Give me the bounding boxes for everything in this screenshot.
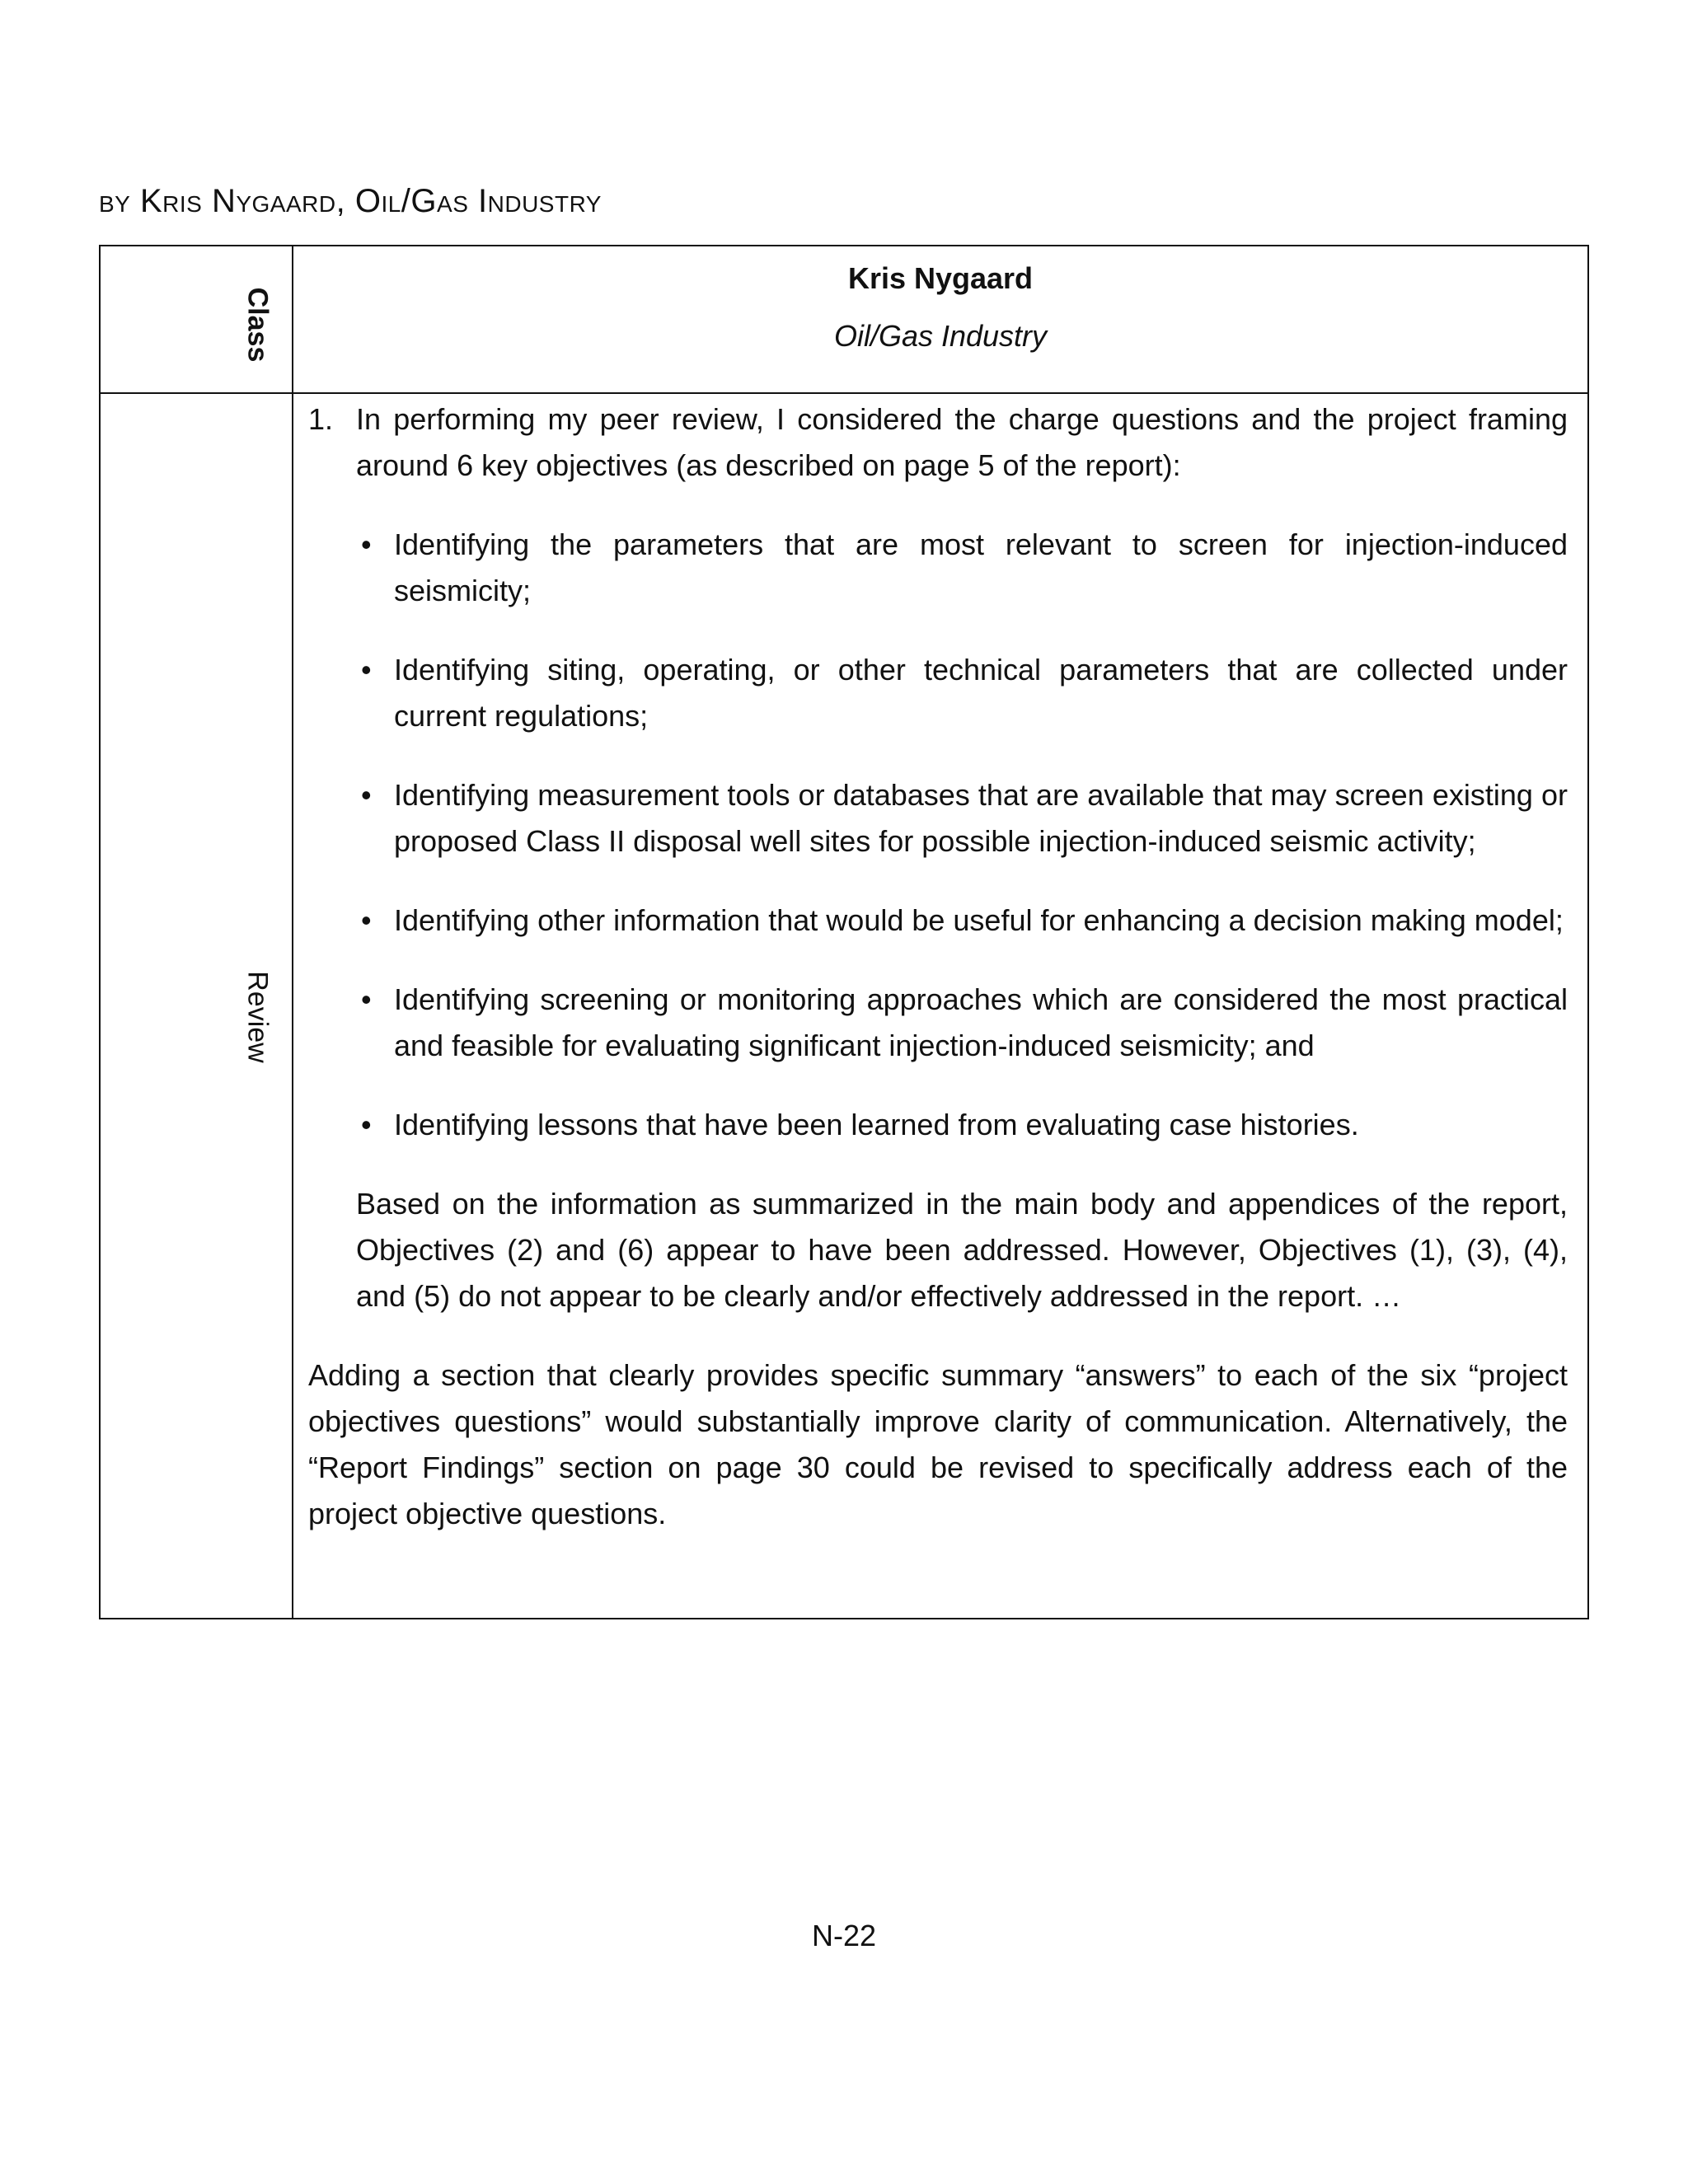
heading-i: I (478, 183, 488, 219)
review-body (308, 395, 1568, 1537)
objective-item: • Identifying other information that would be useful for enhancing a decision making model; (308, 898, 1568, 944)
heading-ris: ris (162, 183, 212, 219)
row-divider (101, 392, 1587, 394)
review-item-1 (308, 396, 1568, 489)
heading-as: as (437, 183, 479, 219)
objective-item: • Identifying screening or monitoring approaches which are considered the most practical and feasible for evaluating significant injection-induced seismicity; and (308, 977, 1568, 1069)
summary-paragraph: Based on the information as summarized in the main body and appendices of the report, Objectives (2) and (6) appear to have been addressed. However, Objectives (1), (3), (4), and (5) do not appear to be clearly and/or effectively addressed in the report. … (356, 1187, 1568, 1313)
heading-g: G (410, 183, 438, 219)
item-number: 1. (308, 402, 334, 436)
heading-o: O (354, 183, 382, 219)
heading-k: K (139, 183, 163, 219)
heading-n: N (211, 183, 237, 219)
column-divider (292, 246, 293, 1618)
heading-il: il/ (381, 183, 411, 219)
heading-by: by (99, 183, 140, 219)
objective-item: • Identifying siting, operating, or other technical parameters that are collected under current regulations; (308, 647, 1568, 739)
objective-item: • Identifying the parameters that are most relevant to screen for injection-induced seismicity; (308, 522, 1568, 614)
section-heading (99, 183, 602, 220)
heading-ndustry: ndustry (487, 183, 602, 219)
reviewer-role: Oil/Gas Industry (833, 319, 1048, 353)
objective-item: • Identifying lessons that have been learned from evaluating case histories. (308, 1102, 1568, 1148)
class-label: Class (241, 287, 274, 363)
review-table (99, 245, 1589, 1619)
objectives-list (308, 522, 1568, 1148)
closing-paragraph: Adding a section that clearly provides specific summary “answers” to each of the six “project objectives questions” would substantially improve clarity of communication. Alternatively, the “Report Findings” section on page 30 could be revised to specifically address each of the project objective questions. (308, 1358, 1568, 1530)
item-intro: In performing my peer review, I considered the charge questions and the project framing around 6 key objectives (as described on page 5 of the report): (356, 402, 1568, 482)
objective-item: • Identifying measurement tools or databases that are available that may screen existing or proposed Class II disposal well sites for possible injection-induced seismic activity; (308, 772, 1568, 865)
reviewer-name: Kris Nygaard (847, 261, 1034, 295)
review-label: Review (241, 971, 274, 1063)
heading-ygaard: ygaard, (236, 183, 355, 219)
page-number: N-22 (811, 1919, 877, 1952)
